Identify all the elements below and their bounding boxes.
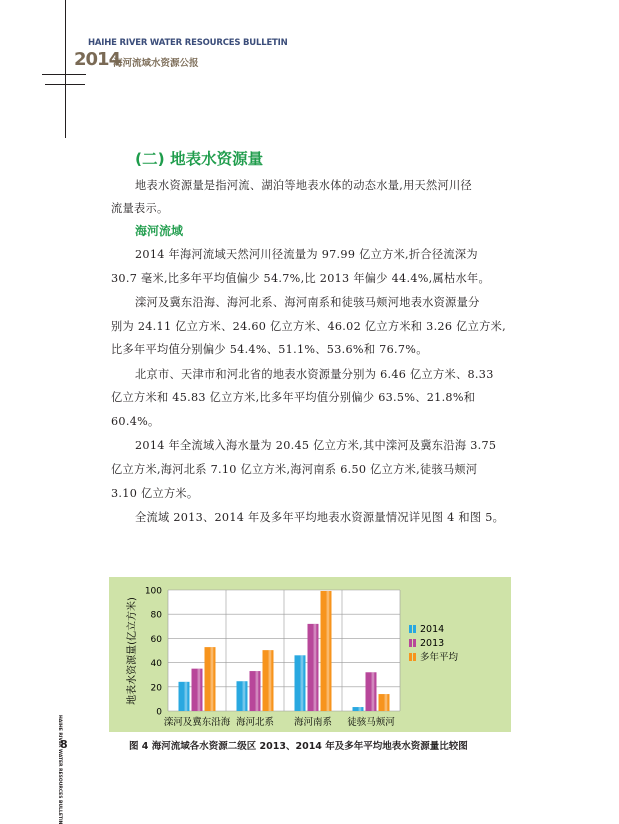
legend-label: 多年平均	[420, 652, 459, 663]
bar-highlight	[269, 650, 272, 711]
x-category-label: 海河北系	[235, 717, 275, 728]
legend-swatch-2	[413, 625, 416, 633]
legend-label: 2013	[420, 638, 445, 649]
bar-2014	[237, 681, 248, 711]
bar-fill	[321, 591, 332, 711]
y-tick-label: 20	[150, 683, 162, 694]
bar-fill	[179, 682, 190, 711]
bar-highlight	[198, 669, 201, 711]
bar-highlight	[243, 681, 246, 711]
y-tick-label: 0	[156, 707, 162, 718]
legend-item	[409, 624, 444, 635]
legend-swatch	[409, 625, 412, 633]
paragraph-line: 30.7 毫米,比多年平均值偏少 54.7%,比 2013 年偏少 44.4%,属枯水年。	[111, 272, 490, 285]
legend-item	[409, 638, 444, 649]
crop-mark-horizontal-2	[45, 84, 85, 85]
bar-2014	[179, 682, 190, 711]
legend-swatch	[409, 653, 412, 661]
paragraph-line: 地表水资源量是指河流、湖泊等地表水体的动态水量,用天然河川径	[135, 179, 472, 192]
paragraph-line: 比多年平均值分别偏少 54.4%、51.1%、53.6%和 76.7%。	[111, 343, 428, 356]
bar-highlight	[359, 707, 362, 711]
bar-2014	[353, 707, 364, 711]
bar-多年平均	[263, 650, 274, 711]
page-number: 8	[60, 738, 68, 751]
y-tick-label: 80	[150, 610, 162, 621]
side-running-title-text: HAIHE RIVER WATER RESOURCES BULLETIN	[57, 715, 62, 824]
bar-highlight	[301, 655, 304, 711]
bar-fill	[308, 624, 319, 711]
bar-多年平均	[205, 647, 216, 711]
bar-fill	[192, 669, 203, 711]
paragraph-line: 2014 年海河流域天然河川径流量为 97.99 亿立方米,折合径流深为	[135, 248, 478, 261]
bar-fill	[379, 694, 390, 711]
legend-swatch	[409, 639, 412, 647]
bar-highlight	[185, 682, 188, 711]
x-category-label: 徒骇马颊河	[347, 717, 395, 728]
bar-fill	[263, 650, 274, 711]
bar-highlight	[327, 591, 330, 711]
bar-highlight	[314, 624, 317, 711]
bar-highlight	[372, 672, 375, 711]
paragraph-line: 亿立方米,海河北系 7.10 亿立方米,海河南系 6.50 亿立方米,徒骇马颊河	[111, 463, 478, 476]
paragraph-line: 滦河及冀东沿海、海河北系、海河南系和徒骇马颊河地表水资源量分	[135, 296, 480, 309]
paragraph-line: 3.10 亿立方米。	[111, 487, 199, 500]
bar-fill	[237, 681, 248, 711]
paragraph-line: 别为 24.11 亿立方米、24.60 亿立方米、46.02 亿立方米和 3.26 亿立方米,	[111, 320, 506, 333]
bar-2013	[192, 669, 203, 711]
bar-2013	[308, 624, 319, 711]
paragraph-line: 北京市、天津市和河北省的地表水资源量分别为 6.46 亿立方米、8.33	[135, 368, 494, 381]
header-en-title: HAIHE RIVER WATER RESOURCES BULLETIN	[88, 38, 288, 48]
paragraph-line: 流量表示。	[111, 202, 169, 215]
legend-swatch-2	[413, 653, 416, 661]
y-tick-label: 40	[150, 659, 162, 670]
paragraph-line: 60.4%。	[111, 415, 160, 428]
bar-highlight	[211, 647, 214, 711]
legend-label: 2014	[420, 624, 445, 635]
figure-caption: 图 4 海河流域各水资源二级区 2013、2014 年及多年平均地表水资源量比较图	[129, 741, 468, 752]
crop-mark-horizontal	[42, 74, 86, 75]
bar-fill	[250, 671, 261, 711]
x-category-label: 滦河及冀东沿海	[163, 717, 231, 728]
bar-2013	[366, 672, 377, 711]
x-category-label: 海河南系	[293, 717, 333, 728]
section-title: (二) 地表水资源量	[135, 150, 264, 168]
legend-item	[409, 651, 459, 663]
bar-highlight	[385, 694, 388, 711]
bar-fill	[366, 672, 377, 711]
bar-fill	[353, 707, 364, 711]
paragraph-line: 亿立方米和 45.83 亿立方米,比多年平均值分别偏少 63.5%、21.8%和	[111, 391, 476, 404]
paragraph-line: 全流域 2013、2014 年及多年平均地表水资源量情况详见图 4 和图 5。	[135, 511, 505, 524]
bar-highlight	[256, 671, 259, 711]
crop-mark-vertical	[65, 0, 66, 138]
side-running-title	[50, 715, 62, 824]
legend-swatch-2	[413, 639, 416, 647]
paragraph-line: 2014 年全流域入海水量为 20.45 亿立方米,其中滦河及冀东沿海 3.75	[135, 439, 497, 452]
y-tick-label: 100	[144, 586, 162, 597]
bar-多年平均	[321, 591, 332, 711]
header-cn-title: 海河流域水资源公报	[113, 58, 199, 69]
chart-svg	[109, 577, 511, 732]
bar-多年平均	[379, 694, 390, 711]
bar-chart	[109, 577, 511, 732]
header-year: 2014	[74, 49, 121, 70]
y-tick-label: 60	[150, 634, 162, 645]
bar-fill	[295, 655, 306, 711]
bar-2013	[250, 671, 261, 711]
bar-fill	[205, 647, 216, 711]
bar-2014	[295, 655, 306, 711]
subsection-title: 海河流域	[135, 224, 184, 238]
y-axis-label: 地表水资源量(亿立方米)	[127, 597, 138, 705]
